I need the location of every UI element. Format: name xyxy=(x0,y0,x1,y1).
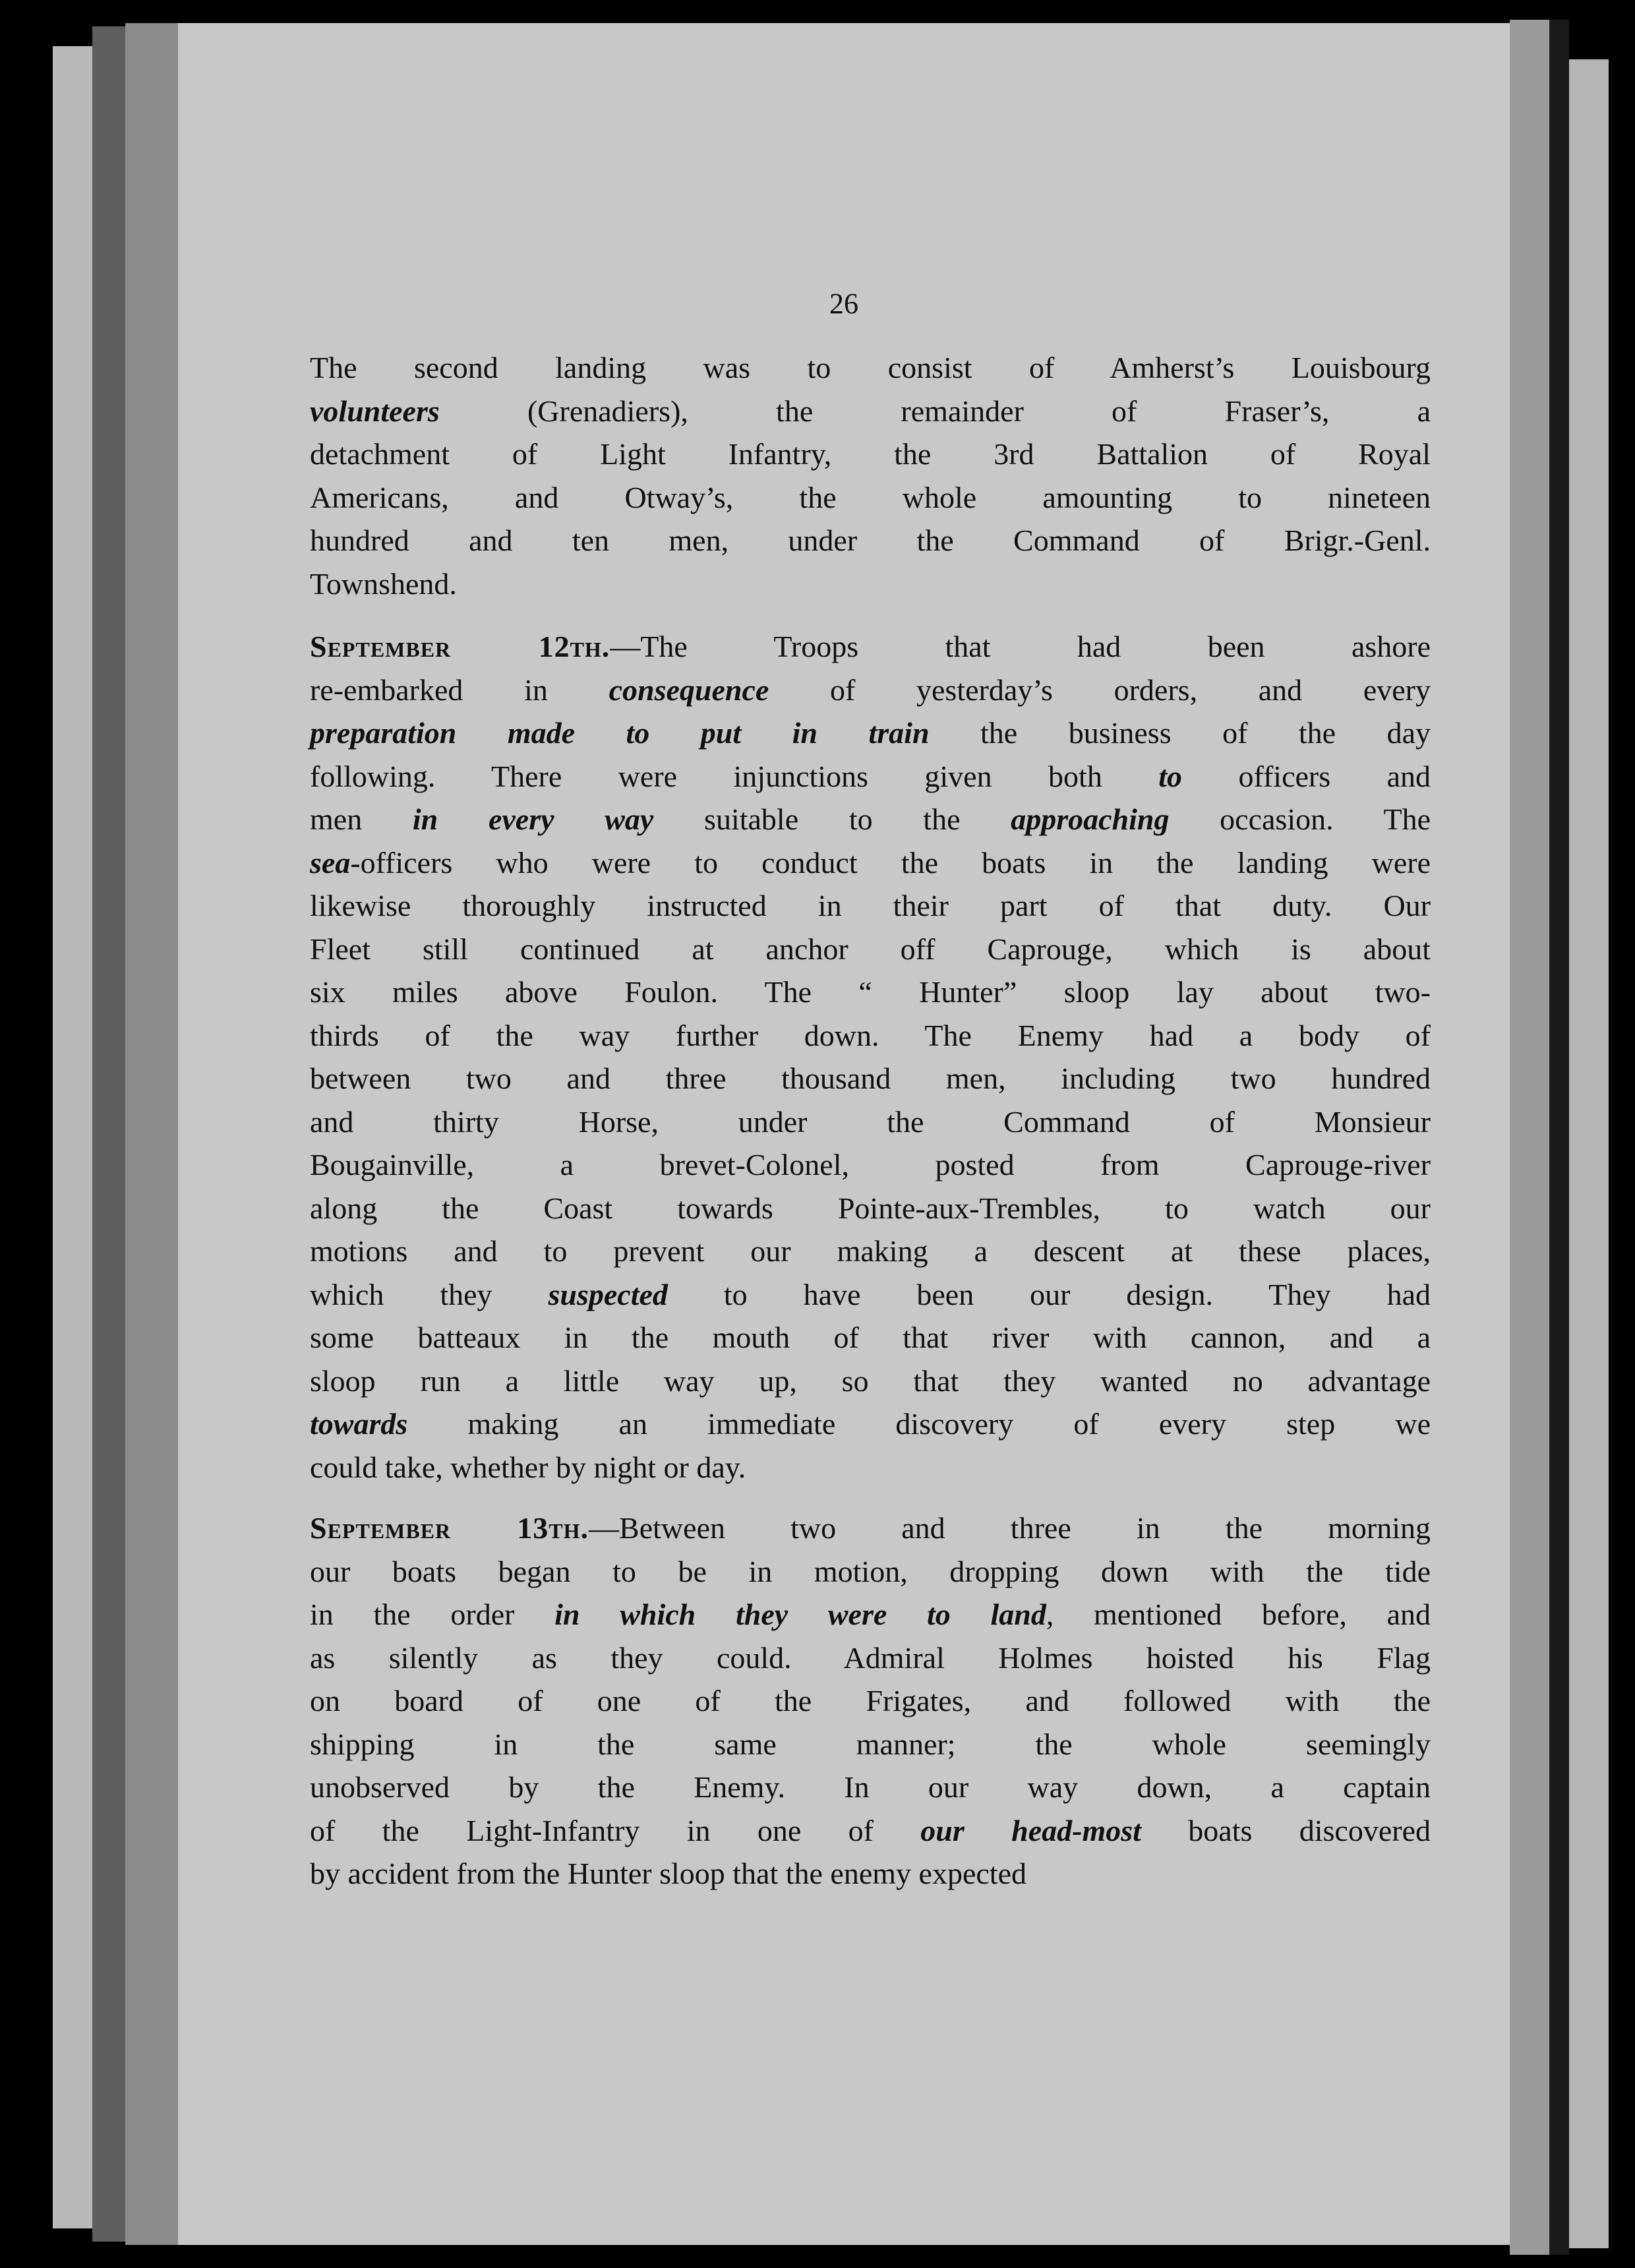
page-edge xyxy=(1549,20,1569,2255)
text-segment: could take, whether by night or day. xyxy=(310,1450,746,1484)
emphasis-text: our head-most xyxy=(920,1813,1141,1847)
text-line xyxy=(310,1446,1431,1489)
text-segment: (Grenadiers), the remainder of Fraser’s, a xyxy=(439,394,1431,428)
emphasis-text: in every way xyxy=(412,802,654,836)
text-segment: between two and three thousand men, including two hundred xyxy=(310,1061,1431,1095)
emphasis-text: sea xyxy=(310,845,351,880)
text-segment: the business of the day xyxy=(929,716,1431,750)
date-heading: September 12th. xyxy=(310,630,610,663)
paragraph-second-landing xyxy=(310,346,1431,605)
paragraph-september-12 xyxy=(310,625,1431,1489)
text-segment: suitable to the xyxy=(653,802,1011,836)
text-segment: in the order xyxy=(310,1597,555,1631)
text-segment: re-embarked in xyxy=(310,672,609,707)
text-segment: Bougainville, a brevet-Colonel, posted from Caprouge-river xyxy=(310,1148,1431,1181)
emphasis-text: approaching xyxy=(1011,802,1170,836)
text-segment: and thirty Horse, under the Command of Monsieur xyxy=(310,1104,1431,1139)
text-segment: our boats began to be in motion, dropping down with the tide xyxy=(310,1554,1431,1588)
text-line xyxy=(310,928,1431,971)
text-line xyxy=(310,1507,1431,1550)
text-segment: thirds of the way further down. The Enemy had a body of xyxy=(310,1018,1431,1052)
text-line xyxy=(310,346,1431,390)
text-line xyxy=(310,1100,1431,1144)
text-line xyxy=(310,1230,1431,1273)
page-edge xyxy=(53,46,92,2228)
text-segment: some batteaux in the mouth of that river with cannon, and a xyxy=(310,1321,1431,1354)
text-segment: six miles above Foulon. The “ Hunter” sloop lay about two- xyxy=(310,975,1431,1009)
text-line xyxy=(310,562,1431,606)
text-segment: as silently as they could. Admiral Holmes hoisted his Flag xyxy=(310,1640,1431,1675)
text-segment: unobserved by the Enemy. In our way down, a captain xyxy=(310,1770,1431,1804)
text-segment: Americans, and Otway’s, the whole amounting to nineteen xyxy=(310,480,1431,514)
emphasis-text: in which they were to land xyxy=(554,1597,1046,1631)
text-line xyxy=(310,1273,1431,1317)
text-segment: sloop run a little way up, so that they wanted no advantage xyxy=(310,1363,1431,1398)
text-line xyxy=(310,711,1431,755)
text-segment: —The Troops that had been ashore xyxy=(610,630,1431,663)
text-segment: to have been our design. They had xyxy=(667,1277,1431,1311)
text-segment: Fleet still continued at anchor off Caprouge, which is about xyxy=(310,932,1431,966)
emphasis-text: preparation made to put in train xyxy=(310,716,930,750)
text-line xyxy=(310,755,1431,798)
text-segment: occasion. The xyxy=(1169,802,1431,836)
text-line xyxy=(310,1187,1431,1230)
text-line xyxy=(310,1402,1431,1446)
text-line xyxy=(310,1550,1431,1594)
text-line xyxy=(310,476,1431,520)
emphasis-text: suspected xyxy=(548,1277,668,1311)
text-line xyxy=(310,1809,1431,1853)
text-line xyxy=(310,1593,1431,1636)
date-heading: September 13th. xyxy=(310,1511,589,1545)
text-line xyxy=(310,1636,1431,1680)
text-line xyxy=(310,1143,1431,1187)
page-number: 26 xyxy=(829,287,858,320)
text-segment: making an immediate discovery of every step we xyxy=(407,1407,1431,1441)
text-line xyxy=(310,1723,1431,1766)
text-segment: officers and xyxy=(1182,759,1431,793)
text-segment: likewise thoroughly instructed in their part of that duty. Our xyxy=(310,889,1431,922)
text-line xyxy=(310,1852,1431,1895)
text-segment: by accident from the Hunter sloop that the enemy expected xyxy=(310,1857,1026,1890)
page-edge xyxy=(1569,59,1609,2248)
text-segment: of the Light-Infantry in one of xyxy=(310,1813,921,1847)
text-line xyxy=(310,390,1431,433)
text-line xyxy=(310,884,1431,928)
text-segment: boats discovered xyxy=(1141,1813,1431,1847)
text-line xyxy=(310,433,1431,476)
text-line xyxy=(310,841,1431,885)
text-segment: motions and to prevent our making a descent at these places, xyxy=(310,1234,1431,1268)
text-segment: detachment of Light Infantry, the 3rd Battalion of Royal xyxy=(310,437,1431,471)
text-segment: —Between two and three in the morning xyxy=(589,1511,1431,1545)
text-line xyxy=(310,798,1431,841)
text-segment: Townshend. xyxy=(310,566,457,601)
text-line xyxy=(310,970,1431,1014)
paragraph-september-13 xyxy=(310,1507,1431,1895)
text-line xyxy=(310,1057,1431,1100)
text-line xyxy=(310,1679,1431,1723)
text-line xyxy=(310,669,1431,712)
text-segment: on board of one of the Frigates, and followed with the xyxy=(310,1684,1431,1717)
text-line xyxy=(310,1766,1431,1809)
emphasis-text: volunteers xyxy=(310,394,440,428)
page-edge xyxy=(92,26,125,2242)
text-segment: , mentioned before, and xyxy=(1046,1597,1431,1631)
page-edge xyxy=(1510,20,1549,2255)
text-segment: The second landing was to consist of Amherst’s Louisbourg xyxy=(310,351,1431,384)
emphasis-text: towards xyxy=(310,1407,408,1441)
text-segment: shipping in the same manner; the whole seemingly xyxy=(310,1727,1431,1761)
text-segment: of yesterday’s orders, and every xyxy=(769,672,1431,707)
emphasis-text: consequence xyxy=(609,672,769,707)
text-line xyxy=(310,1359,1431,1403)
page-edge xyxy=(125,23,178,2245)
text-segment: hundred and ten men, under the Command of Brigr.-Genl. xyxy=(310,523,1431,557)
text-segment: along the Coast towards Pointe-aux-Trembles, to watch our xyxy=(310,1191,1431,1225)
emphasis-text: to xyxy=(1158,759,1183,793)
text-segment: men xyxy=(310,802,413,836)
text-segment: -officers who were to conduct the boats in the landing were xyxy=(350,845,1431,880)
text-line xyxy=(310,625,1431,669)
text-line xyxy=(310,1014,1431,1058)
text-segment: which they xyxy=(310,1277,549,1311)
text-line xyxy=(310,1316,1431,1359)
text-segment: following. There were injunctions given both xyxy=(310,759,1159,793)
text-line xyxy=(310,519,1431,562)
